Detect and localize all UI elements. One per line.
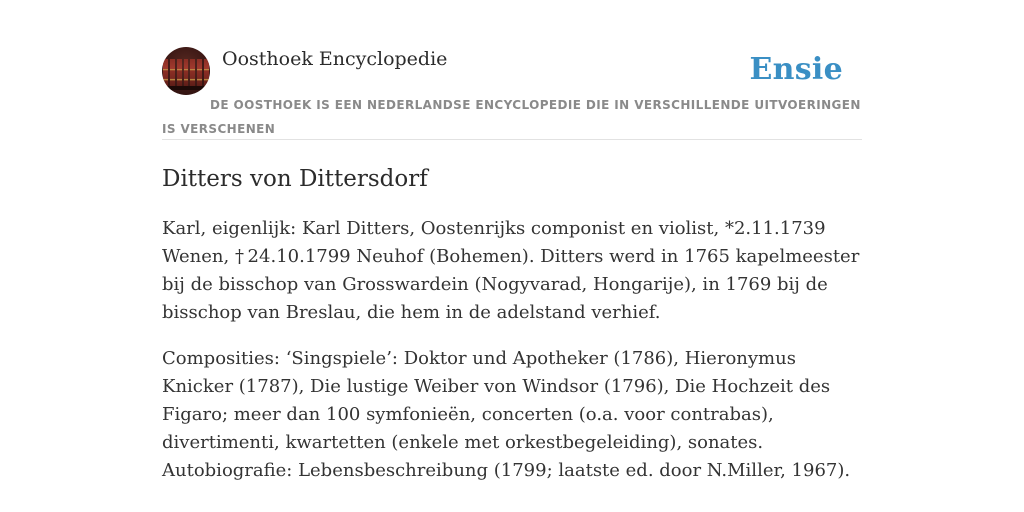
article-paragraph-1: Karl, eigenlijk: Karl Ditters, Oostenrijks componist en violist, *2.11.1739 Wenen, † 24.10.1799 Neuhof (Bohemen). Ditters werd in 1765 kapelmeester bij de bisschop van Grosswardein (Nogyvarad, Hongarije), in 1769 bij de bisschop van Breslau, die hem in de adelstand verhief.: [162, 218, 860, 323]
article: [162, 162, 864, 485]
ensie-logo-link[interactable]: Ensie: [749, 52, 843, 87]
article-paragraph-2: Composities: ‘Singspiele’: Doktor und Apotheker (1786), Hieronymus Knicker (1787), Die lustige Weiber von Windsor (1796), Die Hochzeit des Figaro; meer dan 100 symfonieën, concerten (o.a. voor contrabas), divertimenti, kwartetten (enkele met orkestbegeleiding), sonates. Autobiografie: Lebensbeschreibung (1799; laatste ed. door N.Miller, 1967).: [162, 348, 851, 481]
site-header: [162, 42, 862, 140]
site-name-link[interactable]: Oosthoek Encyclopedie: [222, 48, 448, 70]
site-tagline: DE OOSTHOEK IS EEN NEDERLANDSE ENCYCLOPEDIE DIE IN VERSCHILLENDE UITVOERINGEN IS VERSCHENEN: [162, 98, 861, 136]
article-title: Ditters von Dittersdorf: [162, 166, 428, 192]
book-spines: [162, 59, 210, 87]
books-avatar-icon[interactable]: [162, 47, 210, 95]
